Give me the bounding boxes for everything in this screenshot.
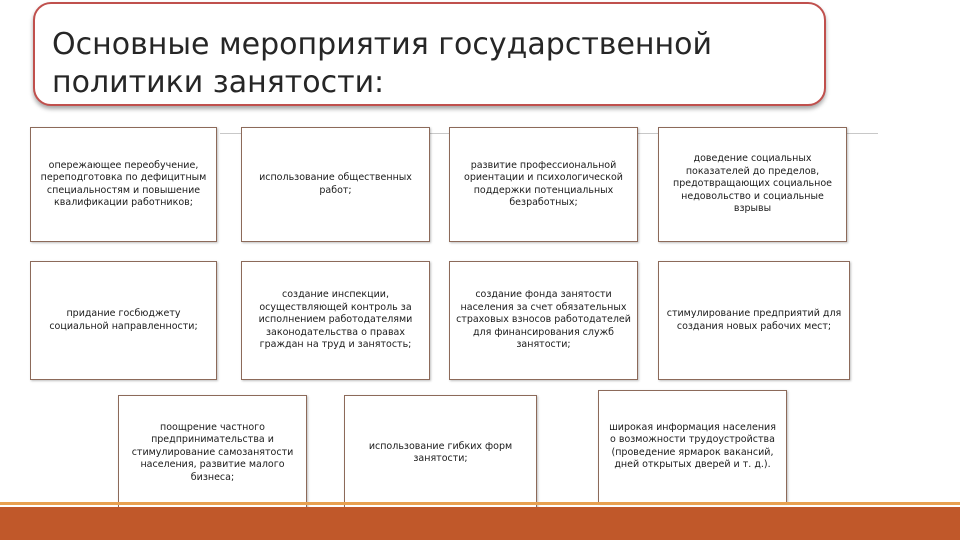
measure-text: поощрение частного предпринимательства и стимулирование самозанятости населения, развитие малого бизнеса; — [131, 421, 294, 483]
measure-box-career-guidance — [449, 127, 638, 242]
footer-bar — [0, 507, 960, 540]
measure-text: придание госбюджету социальной направленности; — [49, 308, 198, 332]
measure-box-employment-fund — [449, 261, 638, 380]
measure-box-public-works — [241, 127, 430, 242]
measure-text: использование гибких форм занятости; — [368, 440, 513, 464]
measure-text: создание инспекции, осуществляющей контроль за исполнением работодателями законодательства о правах граждан на труд и занятость; — [258, 289, 413, 351]
footer-accent-line — [0, 502, 960, 505]
measure-text: создание фонда занятости населения за счет обязательных страховых взносов работодателей для финансирования служб занятости; — [456, 289, 631, 351]
measure-box-new-jobs — [658, 261, 850, 380]
slide-title: Основные мероприятия государственной политики занятости: — [52, 27, 713, 100]
measure-text: стимулирование предприятий для создания новых рабочих мест; — [666, 308, 842, 332]
measure-box-inspection — [241, 261, 430, 380]
measure-box-flexible-employment — [344, 395, 537, 511]
measure-text: развитие профессиональной ориентации и психологической поддержки потенциальных безработных; — [464, 159, 623, 208]
measure-text: доведение социальных показателей до пределов, предотвращающих социальное недовольство и социальные взрывы — [672, 153, 833, 215]
measure-box-information — [598, 390, 787, 503]
measure-box-retraining — [30, 127, 217, 242]
measure-box-social-indicators — [658, 127, 847, 242]
measure-text: широкая информация населения о возможности трудоустройства (проведение ярмарок вакансий, дней открытых дверей и т. д.). — [609, 421, 776, 470]
measure-text: использование общественных работ; — [259, 172, 412, 196]
measure-text: опережающее переобучение, переподготовка по дефицитным специальностям и повышение квалификации работников; — [40, 159, 207, 208]
measure-box-budget — [30, 261, 217, 380]
measure-box-entrepreneurship — [118, 395, 307, 511]
